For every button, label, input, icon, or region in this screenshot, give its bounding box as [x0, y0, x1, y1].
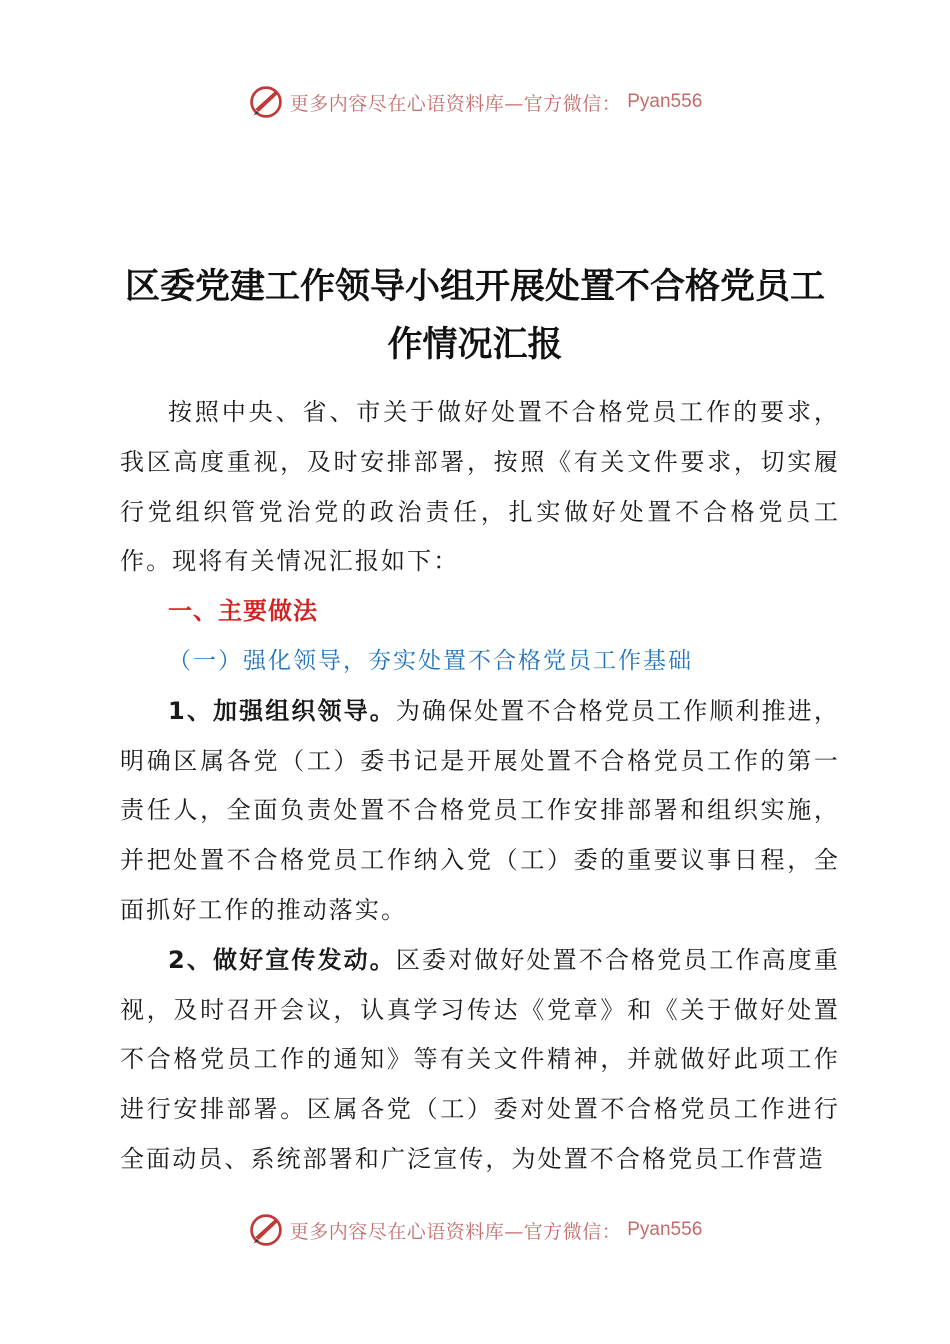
document-title: 区委党建工作领导小组开展处置不合格党员工作情况汇报: [124, 267, 825, 365]
intro-paragraph: 按照中央、省、市关于做好处置不合格党员工作的要求，我区高度重视，及时安排部署，按照《有关文件要求，切实履行党组织管党治党的政治责任，扎实做好处置不合格党员工作。现将有关情况汇报如下：: [120, 398, 840, 576]
watermark-id: Pyan556: [627, 1219, 703, 1240]
item-text-1: 为确保处置不合格党员工作顺利推进，明确区属各党（工）委书记是开展处置不合格党员工作的第一责任人，全面负责处置不合格党员工作安排部署和组织实施，并把处置不合格党员工作纳入党（工）委的重要议事日程，全面抓好工作的推动落实。: [120, 696, 840, 924]
pen-logo-icon: [248, 84, 284, 120]
item-text-2: 区委对做好处置不合格党员工作高度重视，及时召开会议，认真学习传达《党章》和《关于做好处置不合格党员工作的通知》等有关文件精神，并就做好此项工作进行安排部署。区属各党（工）委对处置不合格党员工作进行全面动员、系统部署和广泛宣传，为处置不合格党员工作营造: [120, 945, 840, 1173]
watermark-text: 更多内容尽在心语资料库—官方微信：: [289, 1220, 622, 1243]
item-paragraph-1: [120, 687, 840, 936]
subsection-heading: （一）强化领导，夯实处置不合格党员工作基础: [168, 647, 693, 674]
watermark-footer: [0, 1212, 950, 1248]
watermark-id: Pyan556: [627, 91, 703, 112]
section-heading: 一、主要做法: [168, 597, 318, 626]
watermark-header: [0, 84, 950, 120]
item-paragraph-2: [120, 936, 840, 1185]
watermark-text: 更多内容尽在心语资料库—官方微信：: [289, 92, 622, 115]
pen-logo-icon: [248, 1212, 284, 1248]
document-body: [120, 388, 840, 1185]
item-lead-1: 1、加强组织领导。: [168, 696, 396, 725]
item-lead-2: 2、做好宣传发动。: [168, 945, 396, 974]
